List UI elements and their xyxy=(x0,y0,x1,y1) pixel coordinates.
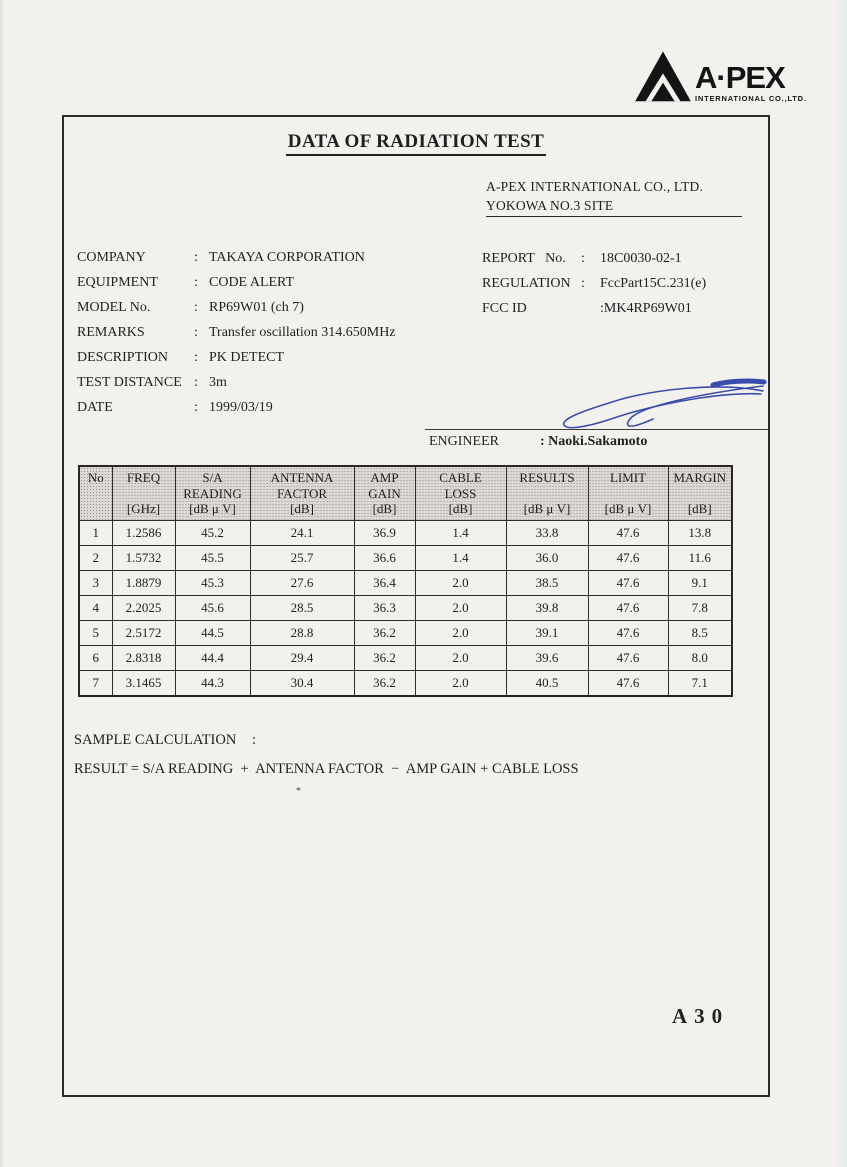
table-header-cell xyxy=(588,466,668,521)
info-value: TAKAYA CORPORATION xyxy=(209,249,365,265)
info-separator: : xyxy=(194,324,198,340)
cell-limit: 47.6 xyxy=(588,546,668,571)
cell-cable-loss: 2.0 xyxy=(415,621,506,646)
cell-amp-gain: 36.2 xyxy=(354,646,415,671)
report-info-list xyxy=(482,246,706,321)
info-row xyxy=(77,295,396,320)
cell-sa-reading: 45.5 xyxy=(175,546,250,571)
calculation-title-row xyxy=(74,732,579,749)
cell-limit: 47.6 xyxy=(588,671,668,696)
cell-results: 40.5 xyxy=(506,671,588,696)
cell-freq: 1.5732 xyxy=(112,546,175,571)
header-unit: [dB μ V] xyxy=(523,501,571,517)
cell-amp-gain: 36.2 xyxy=(354,671,415,696)
cell-margin: 8.0 xyxy=(668,646,732,671)
header-line-1: FREQ xyxy=(126,470,161,485)
info-value: FccPart15C.231(e) xyxy=(600,275,707,291)
cell-amp-gain: 36.2 xyxy=(354,621,415,646)
engineer-signature xyxy=(535,377,770,433)
cell-margin: 13.8 xyxy=(668,521,732,546)
cell-results: 36.0 xyxy=(506,546,588,571)
cell-antenna-factor: 28.5 xyxy=(250,596,354,621)
engineer-row xyxy=(429,434,647,450)
cell-sa-reading: 44.3 xyxy=(175,671,250,696)
test-site-block xyxy=(486,179,742,217)
cell-sa-reading: 45.6 xyxy=(175,596,250,621)
cell-results: 39.8 xyxy=(506,596,588,621)
header-line-2: FACTOR xyxy=(276,485,328,501)
info-label: REPORT No. xyxy=(482,250,566,266)
info-value: Transfer oscillation 314.650MHz xyxy=(209,324,396,340)
info-row xyxy=(77,345,396,370)
stray-asterisk-mark: * xyxy=(296,786,301,797)
title-row xyxy=(62,131,770,156)
cell-cable-loss: 2.0 xyxy=(415,571,506,596)
cell-limit: 47.6 xyxy=(588,571,668,596)
cell-sa-reading: 45.3 xyxy=(175,571,250,596)
cell-antenna-factor: 27.6 xyxy=(250,571,354,596)
cell-no: 7 xyxy=(79,671,112,696)
cell-freq: 2.8318 xyxy=(112,646,175,671)
cell-cable-loss: 1.4 xyxy=(415,521,506,546)
cell-freq: 3.1465 xyxy=(112,671,175,696)
info-row xyxy=(77,245,396,270)
info-label: REMARKS xyxy=(77,324,145,340)
header-unit: [dB] xyxy=(290,501,314,517)
info-label: FCC ID xyxy=(482,300,527,316)
cell-limit: 47.6 xyxy=(588,646,668,671)
apex-triangle-icon xyxy=(634,46,692,110)
engineer-name: : Naoki.Sakamoto xyxy=(540,434,648,449)
header-unit: [GHz] xyxy=(126,501,161,517)
apex-logo-text xyxy=(695,62,807,103)
site-company-line: A-PEX INTERNATIONAL CO., LTD. xyxy=(486,179,704,194)
info-label: REGULATION xyxy=(482,275,571,291)
info-separator: : xyxy=(194,349,198,365)
info-separator: : xyxy=(194,249,198,265)
info-separator: : xyxy=(194,399,198,415)
test-info-list xyxy=(77,245,396,420)
header-line-1: ANTENNA xyxy=(270,470,334,485)
cell-amp-gain: 36.4 xyxy=(354,571,415,596)
table-header-cell xyxy=(506,466,588,521)
header-line-2: GAIN xyxy=(368,485,401,501)
cell-no: 3 xyxy=(79,571,112,596)
table-row xyxy=(79,671,732,696)
table-row xyxy=(79,521,732,546)
cell-limit: 47.6 xyxy=(588,521,668,546)
info-separator: : xyxy=(194,374,198,390)
cell-sa-reading: 45.2 xyxy=(175,521,250,546)
header-line-1: LIMIT xyxy=(609,470,647,485)
cell-cable-loss: 2.0 xyxy=(415,671,506,696)
cell-freq: 1.8879 xyxy=(112,571,175,596)
header-unit: [dB μ V] xyxy=(189,501,236,517)
calculation-formula: RESULT = S/A READING + ANTENNA FACTOR − AMP GAIN + CABLE LOSS xyxy=(74,761,579,777)
info-value: RP69W01 (ch 7) xyxy=(209,299,304,315)
info-separator: : xyxy=(194,274,198,290)
info-label: COMPANY xyxy=(77,249,146,265)
cell-cable-loss: 2.0 xyxy=(415,596,506,621)
logo-brand-text: A·PEX xyxy=(695,60,785,95)
cell-antenna-factor: 24.1 xyxy=(250,521,354,546)
cell-results: 39.6 xyxy=(506,646,588,671)
table-row xyxy=(79,596,732,621)
cell-antenna-factor: 28.8 xyxy=(250,621,354,646)
cell-antenna-factor: 30.4 xyxy=(250,671,354,696)
info-value: PK DETECT xyxy=(209,349,285,365)
info-row xyxy=(77,320,396,345)
radiation-test-table xyxy=(78,465,733,697)
page-code: A30 xyxy=(672,1004,730,1028)
table-header-cell xyxy=(354,466,415,521)
cell-limit: 47.6 xyxy=(588,621,668,646)
header-line-1: AMP xyxy=(370,470,399,485)
table-header-cell xyxy=(175,466,250,521)
info-label: DATE xyxy=(77,399,113,415)
header-line-1: S/A xyxy=(202,470,223,485)
header-line-1: No xyxy=(87,470,104,485)
table-header xyxy=(79,466,732,521)
header-line-2: LOSS xyxy=(444,485,477,501)
info-label: EQUIPMENT xyxy=(77,274,158,290)
table-header-cell xyxy=(112,466,175,521)
table-row xyxy=(79,571,732,596)
table-header-row xyxy=(79,466,732,521)
cell-margin: 9.1 xyxy=(668,571,732,596)
cell-amp-gain: 36.6 xyxy=(354,546,415,571)
cell-freq: 1.2586 xyxy=(112,521,175,546)
sample-calculation xyxy=(74,732,579,778)
table-row xyxy=(79,621,732,646)
cell-amp-gain: 36.3 xyxy=(354,596,415,621)
cell-no: 4 xyxy=(79,596,112,621)
logo-subtitle-text: INTERNATIONAL CO.,LTD. xyxy=(695,94,807,103)
cell-cable-loss: 1.4 xyxy=(415,546,506,571)
info-separator: : xyxy=(194,299,198,315)
info-label: MODEL No. xyxy=(77,299,151,315)
header-line-1: CABLE xyxy=(439,470,482,485)
cell-no: 1 xyxy=(79,521,112,546)
info-separator: : xyxy=(581,275,585,291)
info-row xyxy=(77,270,396,295)
cell-margin: 7.1 xyxy=(668,671,732,696)
info-row xyxy=(77,370,396,395)
header-unit: [dB] xyxy=(687,501,712,517)
header-unit: [dB] xyxy=(372,501,397,517)
table-header-cell xyxy=(79,466,112,521)
header-line-2: READING xyxy=(183,485,242,501)
cell-sa-reading: 44.5 xyxy=(175,621,250,646)
info-label: TEST DISTANCE xyxy=(77,374,182,390)
table-header-cell xyxy=(250,466,354,521)
cell-freq: 2.2025 xyxy=(112,596,175,621)
table-row xyxy=(79,646,732,671)
cell-antenna-factor: 29.4 xyxy=(250,646,354,671)
table-body xyxy=(79,521,732,696)
apex-logo xyxy=(634,46,807,110)
header-unit: [dB μ V] xyxy=(604,501,652,517)
cell-freq: 2.5172 xyxy=(112,621,175,646)
cell-no: 6 xyxy=(79,646,112,671)
info-label: DESCRIPTION xyxy=(77,349,169,365)
cell-results: 39.1 xyxy=(506,621,588,646)
header-line-1: RESULTS xyxy=(519,470,575,485)
info-separator: : xyxy=(581,250,585,266)
cell-antenna-factor: 25.7 xyxy=(250,546,354,571)
calculation-label: SAMPLE CALCULATION xyxy=(74,732,237,748)
info-value: 3m xyxy=(209,374,227,390)
info-value: 1999/03/19 xyxy=(209,399,273,415)
info-row xyxy=(482,296,706,321)
cell-results: 38.5 xyxy=(506,571,588,596)
cell-margin: 8.5 xyxy=(668,621,732,646)
cell-cable-loss: 2.0 xyxy=(415,646,506,671)
cell-margin: 11.6 xyxy=(668,546,732,571)
info-value: CODE ALERT xyxy=(209,274,295,290)
info-value: 18C0030-02-1 xyxy=(600,250,682,266)
cell-sa-reading: 44.4 xyxy=(175,646,250,671)
engineer-label: ENGINEER xyxy=(429,434,499,449)
header-unit: [dB] xyxy=(448,501,473,517)
table-header-cell xyxy=(415,466,506,521)
calculation-separator: : xyxy=(252,732,257,748)
site-location-line: YOKOWA NO.3 SITE xyxy=(486,198,742,217)
cell-margin: 7.8 xyxy=(668,596,732,621)
cell-results: 33.8 xyxy=(506,521,588,546)
cell-no: 5 xyxy=(79,621,112,646)
info-row xyxy=(482,246,706,271)
table-row xyxy=(79,546,732,571)
table-header-cell xyxy=(668,466,732,521)
info-row xyxy=(77,395,396,420)
document-title: DATA OF RADIATION TEST xyxy=(286,131,546,156)
header-line-1: MARGIN xyxy=(673,470,727,485)
signature-line xyxy=(425,429,768,430)
cell-amp-gain: 36.9 xyxy=(354,521,415,546)
cell-limit: 47.6 xyxy=(588,596,668,621)
info-row xyxy=(482,271,706,296)
info-value: :MK4RP69W01 xyxy=(600,300,692,316)
cell-no: 2 xyxy=(79,546,112,571)
